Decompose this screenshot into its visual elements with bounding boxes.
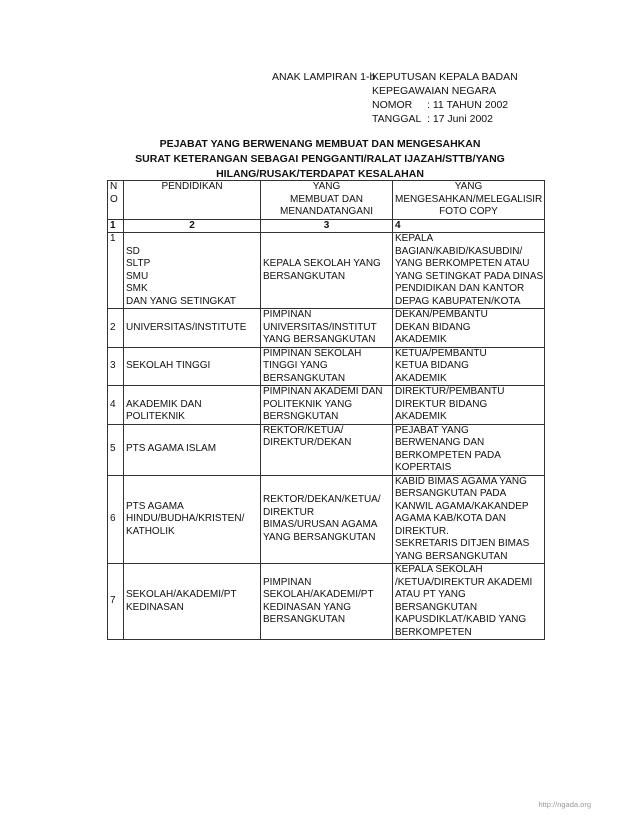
cell-pendidikan: SEKOLAH/AKADEMI/PT KEDINASAN bbox=[124, 564, 261, 640]
table-row bbox=[108, 309, 545, 348]
cell-membuat: PIMPINAN UNIVERSITAS/INSTITUT YANG BERSANGKUTAN bbox=[261, 309, 393, 348]
row-number: 1 bbox=[108, 233, 124, 309]
source-url: http://ngada.org bbox=[538, 800, 591, 809]
decree-line: KEPEGAWAIAN NEGARA bbox=[372, 85, 497, 97]
column-number: 2 bbox=[124, 219, 261, 233]
table-row bbox=[108, 475, 545, 564]
column-number-row bbox=[108, 219, 545, 233]
cell-membuat: REKTOR/KETUA/ DIREKTUR/DEKAN bbox=[261, 424, 393, 475]
row-number: 3 bbox=[108, 347, 124, 386]
cell-pendidikan: PTS AGAMA ISLAM bbox=[124, 424, 261, 475]
cell-pendidikan: PTS AGAMA HINDU/BUDHA/KRISTEN/ KATHOLIK bbox=[124, 475, 261, 564]
title-line: PEJABAT YANG BERWENANG MEMBUAT DAN MENGESAHKAN bbox=[159, 138, 481, 150]
title-line: HILANG/RUSAK/TERDAPAT KESALAHAN bbox=[216, 168, 424, 180]
cell-membuat: PIMPINAN SEKOLAH/AKADEMI/PT KEDINASAN YANG BERSANGKUTAN bbox=[261, 564, 393, 640]
cell-pendidikan: UNIVERSITAS/INSTITUTE bbox=[124, 309, 261, 348]
cell-mengesahkan: DEKAN/PEMBANTU DEKAN BIDANG AKADEMIK bbox=[393, 309, 545, 348]
table-body bbox=[108, 233, 545, 640]
document-title bbox=[100, 137, 540, 182]
cell-mengesahkan: PEJABAT YANG BERWENANG DAN BERKOMPETEN PADA KOPERTAIS bbox=[393, 424, 545, 475]
row-number: 7 bbox=[108, 564, 124, 640]
row-number: 6 bbox=[108, 475, 124, 564]
cell-mengesahkan: KABID BIMAS AGAMA YANG BERSANGKUTAN PADA KANWIL AGAMA/KAKANDEP AGAMA KAB/KOTA DAN DIREKTUR. SEKRETARIS DITJEN BIMAS YANG BERSANGKUTAN bbox=[393, 475, 545, 564]
header-mengesahkan: YANG MENGESAHKAN/MELEGALISIR FOTO COPY bbox=[393, 181, 545, 220]
attachment-label: ANAK LAMPIRAN 1-b bbox=[272, 71, 376, 83]
decree-number: NOMOR : 11 TAHUN 2002 bbox=[372, 99, 509, 111]
title-line: SURAT KETERANGAN SEBAGAI PENGGANTI/RALAT IJAZAH/STTB/YANG bbox=[135, 153, 505, 165]
decree-title bbox=[372, 70, 518, 126]
row-number: 5 bbox=[108, 424, 124, 475]
header-no: N O bbox=[108, 181, 124, 220]
cell-mengesahkan: DIREKTUR/PEMBANTU DIREKTUR BIDANG AKADEMIK bbox=[393, 386, 545, 425]
table-row bbox=[108, 233, 545, 309]
column-number: 4 bbox=[393, 219, 545, 233]
decree-line: KEPUTUSAN KEPALA BADAN bbox=[372, 71, 518, 83]
table-row bbox=[108, 564, 545, 640]
row-number: 4 bbox=[108, 386, 124, 425]
cell-pendidikan: AKADEMIK DAN POLITEKNIK bbox=[124, 386, 261, 425]
document-header bbox=[272, 70, 518, 126]
header-membuat: YANG MEMBUAT DAN MENANDATANGANI bbox=[261, 181, 393, 220]
cell-membuat: KEPALA SEKOLAH YANG BERSANGKUTAN bbox=[261, 233, 393, 309]
row-number: 2 bbox=[108, 309, 124, 348]
cell-pendidikan: SD SLTP SMU SMK DAN YANG SETINGKAT bbox=[124, 233, 261, 309]
cell-mengesahkan: KEPALA SEKOLAH /KETUA/DIREKTUR AKADEMI ATAU PT YANG BERSANGKUTAN KAPUSDIKLAT/KABID YANG BERKOMPETEN bbox=[393, 564, 545, 640]
cell-mengesahkan: KEPALA BAGIAN/KABID/KASUBDIN/ YANG BERKOMPETEN ATAU YANG SETINGKAT PADA DINAS PENDIDIKAN DAN KANTOR DEPAG KABUPATEN/KOTA bbox=[393, 233, 545, 309]
cell-mengesahkan: KETUA/PEMBANTU KETUA BIDANG AKADEMIK bbox=[393, 347, 545, 386]
table-row bbox=[108, 386, 545, 425]
table-row bbox=[108, 347, 545, 386]
authority-table bbox=[107, 180, 545, 640]
table-header-row bbox=[108, 181, 545, 220]
column-number: 1 bbox=[108, 219, 124, 233]
column-number: 3 bbox=[261, 219, 393, 233]
header-pendidikan: PENDIDIKAN bbox=[124, 181, 261, 220]
cell-membuat: PIMPINAN SEKOLAH TINGGI YANG BERSANGKUTAN bbox=[261, 347, 393, 386]
decree-date: TANGGAL : 17 Juni 2002 bbox=[372, 113, 493, 125]
cell-membuat: PIMPINAN AKADEMI DAN POLITEKNIK YANG BERSNGKUTAN bbox=[261, 386, 393, 425]
table-row bbox=[108, 424, 545, 475]
cell-pendidikan: SEKOLAH TINGGI bbox=[124, 347, 261, 386]
cell-membuat: REKTOR/DEKAN/KETUA/ DIREKTUR BIMAS/URUSAN AGAMA YANG BERSANGKUTAN bbox=[261, 475, 393, 564]
